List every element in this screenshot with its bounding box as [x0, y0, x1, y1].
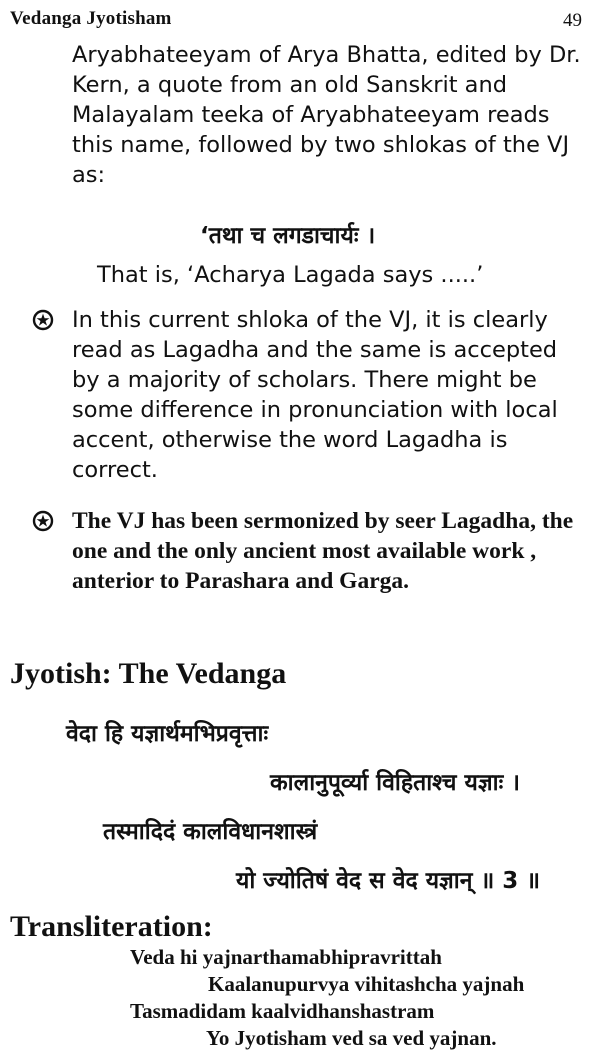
bullet-text-1: In this current shloka of the VJ, it is clearly read as Lagadha and the same is accepted by a majority of scholars. There might be some difference in pronunciation with local accent, otherwise the word Lagadha is correct. [72, 307, 558, 483]
transliteration-heading: Transliteration: [10, 910, 213, 943]
verse-line-4: यो ज्योतिषं वेद स वेद यज्ञान् ॥ 3 ॥ [236, 868, 541, 894]
transliteration-line-1: Veda hi yajnarthamabhipravrittah [130, 945, 442, 969]
verse-line-1: वेदा हि यज्ञार्थमभिप्रवृत्ताः [66, 721, 269, 747]
bullet-text-2: The VJ has been sermonized by seer Lagadha, the one and the only ancient most available work , anterior to Parashara and Garga. [72, 508, 574, 594]
transliteration-line-2: Kaalanupurvya vihitashcha yajnah [208, 972, 525, 996]
section-heading: Jyotish: The Vedanga [10, 657, 287, 690]
intro-paragraph: Aryabhateeyam of Arya Bhatta, edited by Dr. Kern, a quote from an old Sanskrit and Malayalam teeka of Aryabhateeyam reads this name, followed by two shlokas of the VJ as: [72, 42, 581, 188]
bullet-star-circle-icon [22, 506, 64, 536]
translation-quote: That is, ‘Acharya Lagada says .....’ [97, 262, 484, 288]
transliteration-line-3: Tasmadidam kaalvidhanshastram [130, 999, 435, 1023]
verse-line-2: कालानुपूर्व्या विहिताश्च यज्ञाः । [270, 770, 520, 796]
transliteration-line-4: Yo Jyotisham ved sa ved yajnan. [206, 1026, 497, 1050]
bullet-star-circle-icon [22, 305, 64, 335]
sanskrit-quote: ‘तथा च लगडाचार्यः । [200, 223, 376, 249]
running-title: Vedanga Jyotisham [10, 8, 172, 29]
verse-line-3: तस्मादिदं कालविधानशास्त्रं [103, 819, 318, 845]
page-number: 49 [563, 10, 582, 31]
